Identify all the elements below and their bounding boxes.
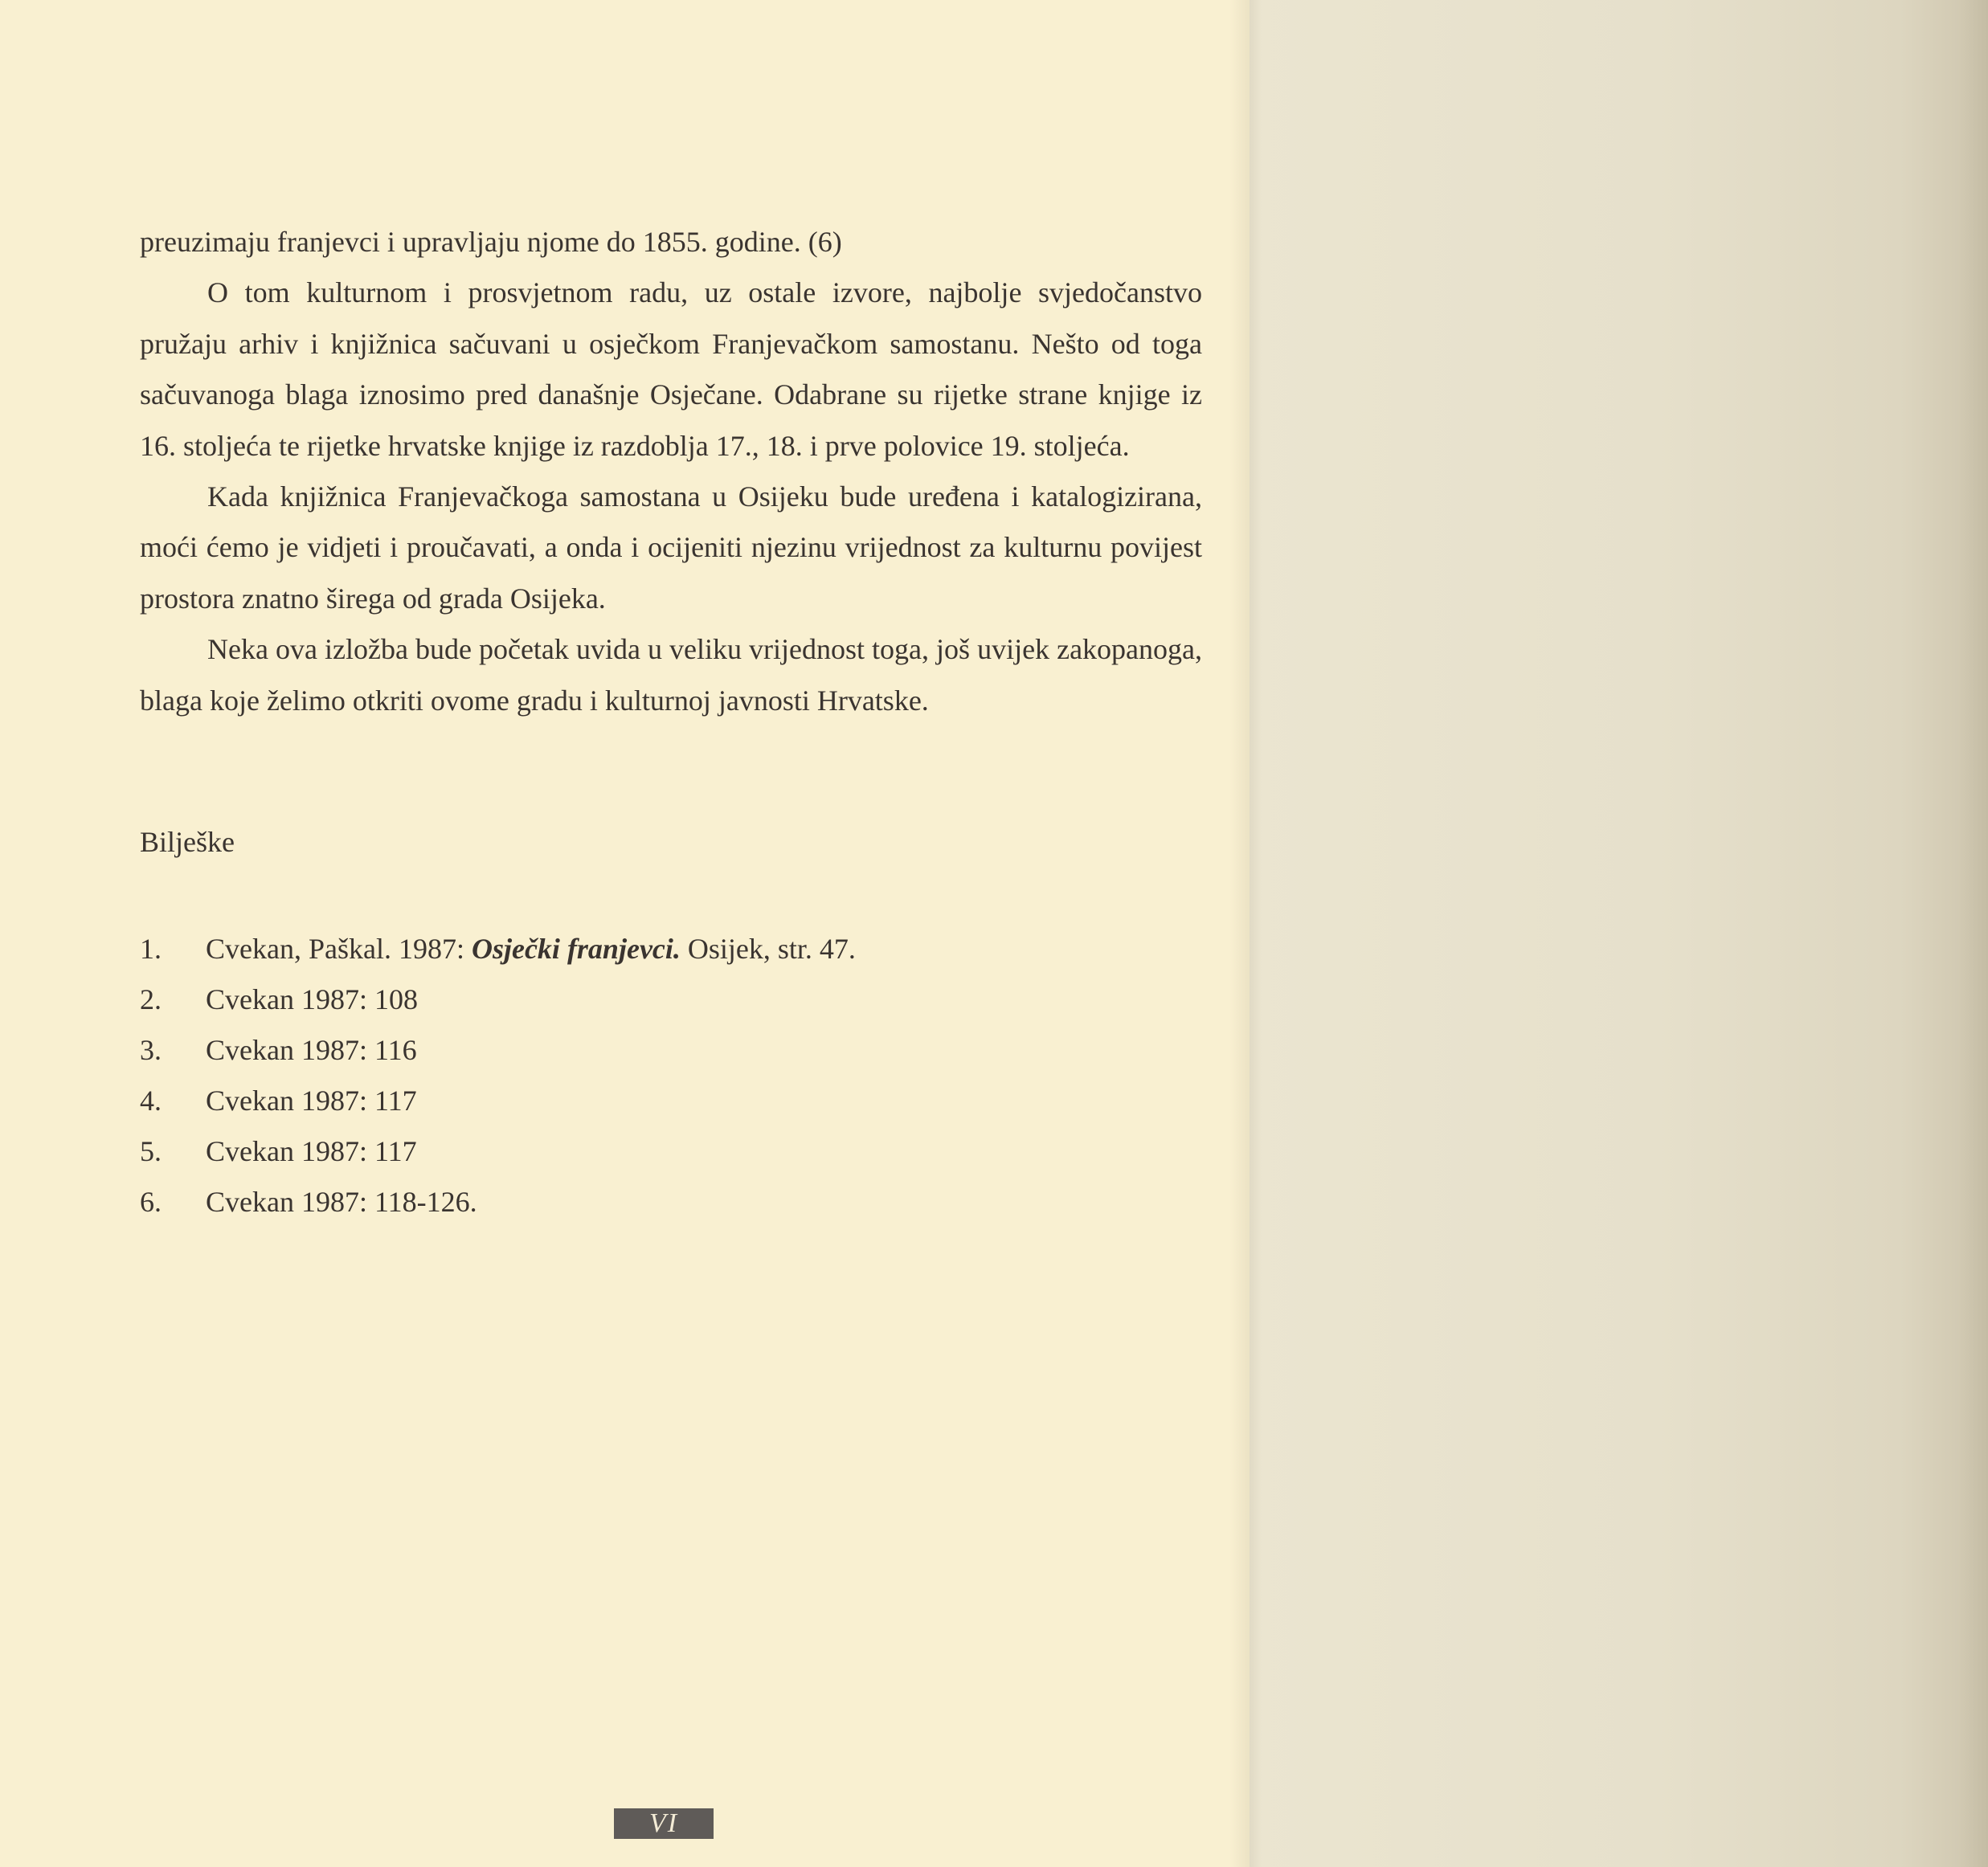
note-text: Cvekan 1987: 118-126. bbox=[206, 1186, 477, 1218]
notes-heading: Bilješke bbox=[140, 826, 235, 858]
paragraph-continuation: preuzimaju franjevci i upravljaju njome do 1855. godine. (6) bbox=[140, 226, 842, 258]
note-number: 5. bbox=[140, 1135, 162, 1167]
note-text: Cvekan 1987: 117 bbox=[206, 1135, 417, 1167]
list-item bbox=[140, 1076, 856, 1126]
note-number: 2. bbox=[140, 983, 162, 1015]
note-number: 6. bbox=[140, 1186, 162, 1218]
list-item bbox=[140, 974, 856, 1025]
notes-list bbox=[140, 924, 856, 1228]
note-text: Cvekan, Paškal. 1987: Osječki franjevci. Osijek, str. 47. bbox=[206, 933, 856, 965]
note-text: Cvekan 1987: 117 bbox=[206, 1085, 417, 1117]
note-text: Cvekan 1987: 116 bbox=[206, 1034, 417, 1066]
paragraph: Neka ova izložba bude početak uvida u veliku vrijednost toga, još uvijek zakopanoga, blaga koje želimo otkriti ovome gradu i kulturnoj javnosti Hrvatske. bbox=[140, 633, 1202, 717]
note-number: 4. bbox=[140, 1085, 162, 1117]
note-number: 1. bbox=[140, 933, 162, 965]
body-text bbox=[140, 217, 1202, 726]
paragraph: O tom kulturnom i prosvjetnom radu, uz ostale izvore, najbolje svjedočanstvo pružaju arhiv i knjižnica sačuvani u osječkom Franjevačkom samostanu. Nešto od toga sačuvanoga blaga iznosimo pred današnje Osječane. Odabrane su rijetke strane knjige iz 16. stoljeća te rijetke hrvatske knjige iz razdoblja 17., 18. i prve polovice 19. stoljeća. bbox=[140, 276, 1202, 462]
book-title: Osječki franjevci. bbox=[471, 933, 681, 965]
list-item bbox=[140, 1177, 856, 1228]
paragraph: Kada knjižnica Franjevačkoga samostana u Osijeku bude uređena i katalogizirana, moći ćemo je vidjeti i proučavati, a onda i ocijeniti njezinu vrijednost za kulturnu povijest prostora znatno širega od grada Osijeka. bbox=[140, 480, 1202, 615]
note-number: 3. bbox=[140, 1034, 162, 1066]
right-page-blank bbox=[1250, 0, 1988, 1867]
book-gutter bbox=[1229, 0, 1262, 1867]
list-item bbox=[140, 1025, 856, 1076]
page-number: VI bbox=[614, 1808, 714, 1839]
note-text: Cvekan 1987: 108 bbox=[206, 983, 418, 1015]
list-item bbox=[140, 1126, 856, 1177]
list-item bbox=[140, 924, 856, 974]
